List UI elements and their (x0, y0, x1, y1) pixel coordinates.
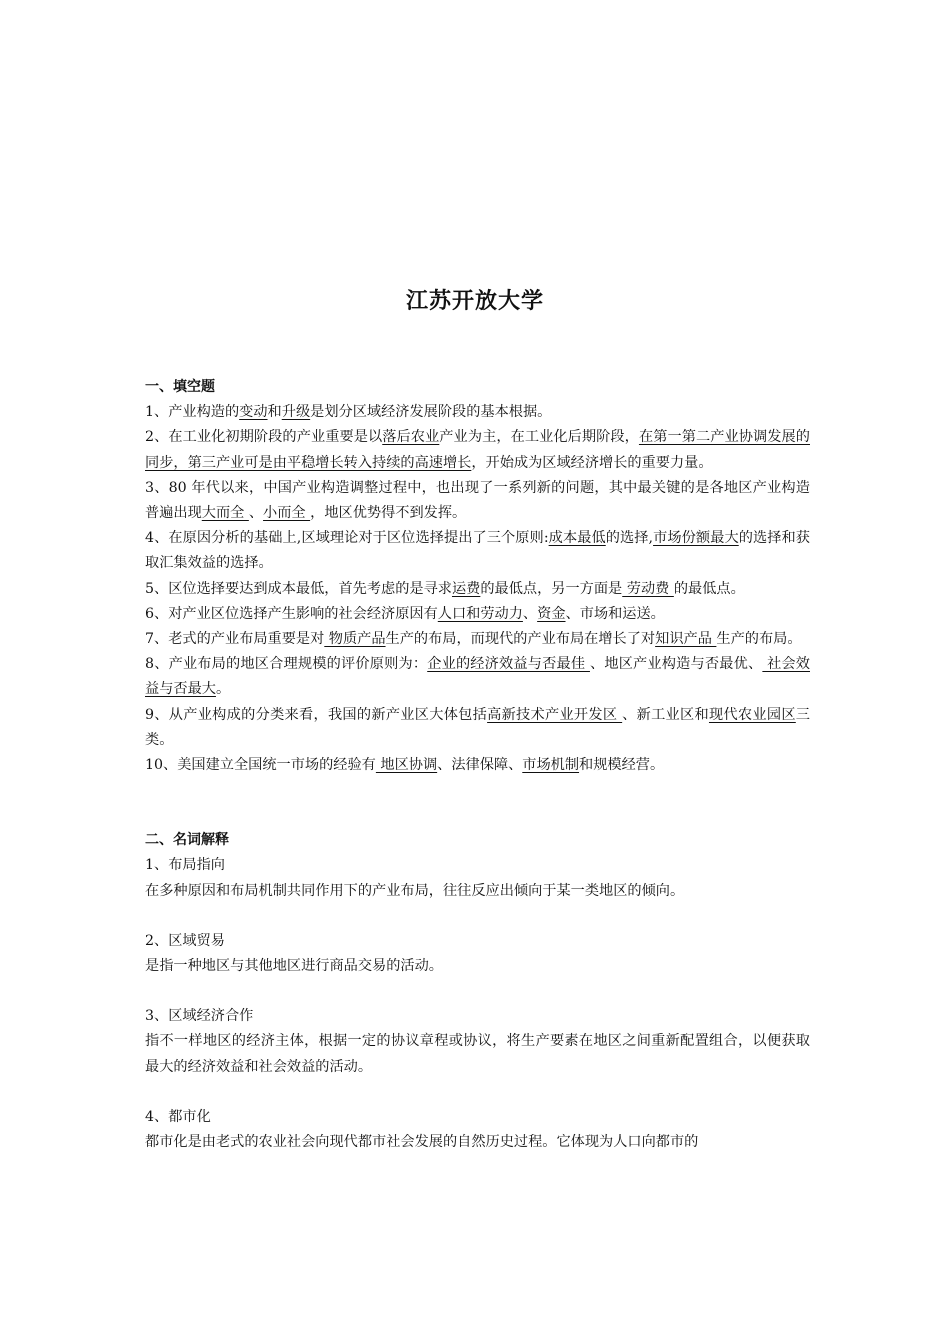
spacer (145, 904, 810, 929)
answer: 现代农业园区 (708, 706, 796, 723)
answer: 在第一第二产业协调发展的同步，第三产业可是由平稳增长转入持续的高速增长 (145, 429, 810, 471)
answer: 升级 (281, 404, 311, 421)
text: 、地区产业构造与否最优、 (589, 656, 763, 673)
text: 4、在原因分析的基础上,区域理论对于区位选择提出了三个原则: (145, 530, 549, 547)
answer: 变动 (239, 404, 268, 421)
text: 7、老式的产业布局重要是对 (145, 631, 325, 648)
question-9 (145, 703, 810, 753)
section-heading-fill-blank: 一、填空题 (145, 379, 215, 395)
text: 1、产业构造的 (145, 404, 240, 421)
text: 。 (215, 681, 231, 698)
spacer (145, 1080, 810, 1105)
answer: 社会效益与否最大 (145, 656, 810, 698)
text: 的最低点。 (673, 580, 745, 597)
answer: 运费 (451, 580, 481, 597)
question-7 (145, 627, 810, 652)
text: 、法律保障、 (437, 757, 523, 774)
answer: 资金 (537, 605, 566, 622)
document-title: 江苏开放大学 (405, 289, 544, 314)
answer: 地区协调 (375, 757, 438, 774)
text: 生产的布局，而现代的产业布局在增长了对 (385, 631, 656, 648)
text: 是划分区域经济发展阶段的基本根据。 (310, 404, 552, 421)
text: ，开始成为区域经济增长的重要力量。 (471, 454, 713, 471)
answer: 知识产品 (655, 631, 717, 648)
document-body (145, 375, 810, 1155)
question-3 (145, 476, 810, 526)
answer: 人口和劳动力 (437, 605, 523, 622)
term-title: 2、区域贸易 (145, 932, 225, 949)
answer: 高新技术产业开发区 (487, 706, 623, 723)
answer: 成本最低 (548, 530, 606, 547)
text: 5、区位选择要达到成本最低，首先考虑的是寻求 (145, 580, 452, 597)
text: 、市场和运送。 (565, 605, 665, 622)
text: 6、对产业区位选择产生影响的社会经济原因有 (145, 605, 438, 622)
question-2 (145, 425, 810, 475)
answer: 市场份额最大 (653, 530, 739, 547)
answer: 小而全 (263, 505, 311, 522)
answer: 物质产品 (324, 631, 386, 648)
question-10 (145, 753, 810, 778)
text: 和规模经营。 (579, 757, 665, 774)
text: 、 (522, 605, 538, 622)
term-title: 1、布局指向 (145, 857, 225, 874)
text: 和 (267, 404, 282, 421)
text: 的最低点，另一方面是 (480, 580, 623, 597)
term-definition: 在多种原因和布局机制共同作用下的产业布局，往往反应出倾向于某一类地区的倾向。 (145, 882, 685, 899)
question-1 (145, 400, 810, 425)
text: 3、80 年代以来，中国产业构造调整过程中，也出现了一系列新的问题，其中最关键的是各地区产业构造普遍出现 (145, 479, 810, 522)
question-8 (145, 652, 810, 702)
term-title: 3、区域经济合作 (145, 1008, 254, 1025)
question-4 (145, 526, 810, 576)
answer: 企业的经济效益与否最佳 (427, 656, 590, 673)
question-6 (145, 602, 810, 627)
text: 10、美国建立全国统一市场的经验有 (145, 757, 376, 774)
answer: 劳动费 (622, 580, 674, 597)
term-definition: 都市化是由老式的农业社会向现代都市社会发展的自然历史过程。它体现为人口向都市的 (145, 1134, 699, 1151)
text: 9、从产业构成的分类来看，我国的新产业区大体包括 (145, 706, 488, 723)
text: 的选择和获取汇集效益的选择。 (145, 530, 810, 572)
answer: 市场机制 (522, 757, 580, 774)
text: 8、产业布局的地区合理规模的评价原则为： (145, 656, 428, 673)
question-5 (145, 577, 810, 602)
term-definition: 是指一种地区与其他地区进行商品交易的活动。 (145, 958, 443, 975)
spacer (145, 778, 810, 828)
text: 、 (248, 505, 264, 522)
section-heading-term-definitions: 二、名词解释 (145, 832, 229, 849)
text: 三类。 (145, 706, 810, 748)
term-title: 4、都市化 (145, 1108, 211, 1125)
answer: 落后农业 (382, 429, 440, 446)
text: 、新工业区和 (622, 706, 709, 723)
text: 产业为主，在工业化后期阶段， (439, 429, 639, 446)
text: 2、在工业化初期阶段的产业重要是以 (145, 429, 383, 446)
spacer (145, 979, 810, 1004)
text: 的选择, (605, 530, 654, 547)
text: 生产的布局。 (716, 631, 802, 648)
answer: 大而全 (201, 505, 249, 522)
term-definition: 指不一样地区的经济主体，根据一定的协议章程或协议，将生产要素在地区之间重新配置组合，以便获取最大的经济效益和社会效益的活动。 (145, 1033, 810, 1075)
text: ，地区优势得不到发挥。 (310, 505, 467, 522)
